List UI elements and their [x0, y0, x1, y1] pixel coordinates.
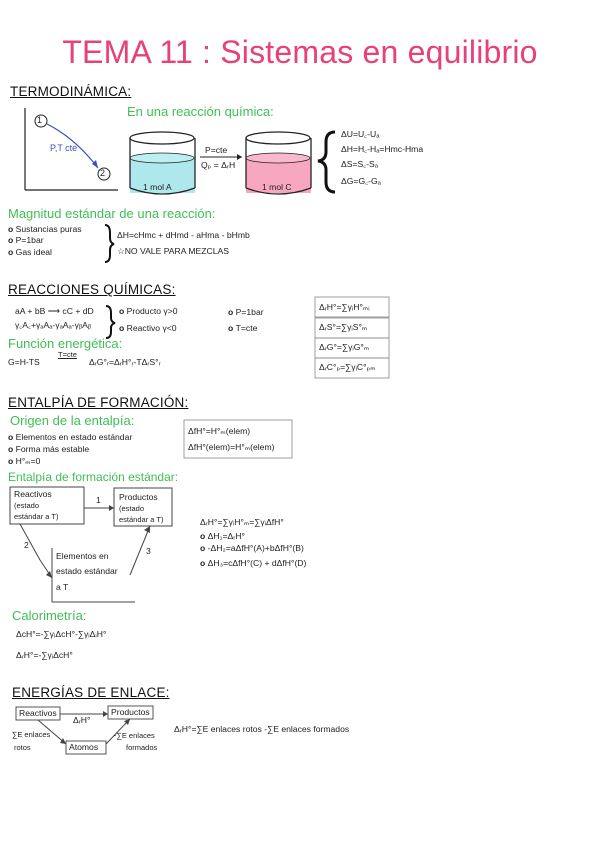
mag-item-3: o Gas ideal	[8, 247, 52, 257]
mag-item-2: o P=1bar	[8, 235, 44, 245]
energetica-result: ΔᵣG°ᵣ=ΔᵣH°ᵣ-TΔᵣS°ᵣ	[89, 357, 161, 367]
section-heading-reacciones: REACCIONES QUÍMICAS:	[8, 282, 176, 297]
cycle-arrow-1: 1	[96, 495, 101, 505]
funcion-energetica-heading: Función energética:	[8, 336, 123, 351]
mag-item-1: o Sustancias puras	[8, 224, 82, 234]
temperatura-condicion: o T=cte	[228, 323, 257, 333]
formation-eq-1: ΔᵣH°=∑γᵢH°ₘ=∑γᵢΔfH°	[200, 517, 284, 527]
origen-box-line-1: ΔfH°=H°ₘ(elem)	[188, 426, 251, 436]
box-entalpia: ΔᵣH°=∑γᵢH°ₘᵢ	[319, 302, 370, 312]
magnitud-heading: Magnitud estándar de una reacción:	[8, 206, 216, 221]
box-capacidad: ΔᵣC°ₚ=∑γᵢC°ₚₘ	[319, 362, 376, 372]
cycle-productos-sub-1: (estado	[119, 504, 145, 513]
cycle-reactivos-sub-2: estándar a T)	[14, 512, 59, 521]
energetica-arrow-label: T=cte	[58, 350, 77, 359]
beaker-a-label: 1 mol A	[143, 182, 172, 192]
energetica-eq: G=H-TS	[8, 357, 40, 367]
cycle-arrow-3: 3	[146, 546, 151, 556]
cycle-elementos-3: a T	[56, 582, 69, 592]
reaction-equation-2: γ꜀A꜀+γₐAₐ-γₐAₐ-γᵦAᵦ	[15, 320, 92, 330]
enlace-productos: Productos	[111, 707, 150, 717]
page-title: TEMA 11 : Sistemas en equilibrio	[62, 34, 538, 70]
graph-point-1: 1	[37, 115, 43, 125]
enlace-left-2: rotos	[14, 743, 31, 752]
origen-item-3: o H°ₘ=0	[8, 456, 40, 467]
section-heading-enlace: ENERGÍAS DE ENLACE:	[12, 685, 170, 700]
eq-delta-s: ΔS=S꜀-Sₐ	[341, 159, 378, 169]
reaction-equation: aA + bB ⟶ cC + dD	[15, 306, 94, 316]
reaccion-quimica-heading: En una reacción química:	[127, 104, 274, 119]
enlace-atomos: Atomos	[69, 742, 99, 752]
section-heading-termodinamica: TERMODINÁMICA:	[10, 84, 132, 99]
mag-note: ☆NO VALE PARA MEZCLAS	[117, 246, 229, 256]
presion-condicion: o P=1bar	[228, 307, 264, 317]
enlace-equation: ΔᵣH°=∑E enlaces rotos -∑E enlaces formados	[174, 724, 350, 734]
arrow-top-label: P=cte	[205, 145, 228, 155]
eq-delta-u: ΔU=U꜀-Uₐ	[341, 129, 380, 139]
formation-eq-4: o ΔH₃=cΔfH°(C) + dΔfH°(D)	[200, 558, 306, 568]
cycle-arrow-2: 2	[24, 540, 29, 550]
box-entropia: ΔᵣS°=∑γᵢS°ₘ	[319, 322, 368, 332]
graph-point-2: 2	[100, 168, 106, 178]
graph-label: P,T cte	[50, 143, 78, 153]
cycle-elementos-1: Elementos en	[56, 551, 109, 561]
origen-item-2: o Forma más estable	[8, 444, 89, 454]
enlace-left-1: ∑E enlaces	[12, 730, 51, 739]
calorimetria-heading: Calorimetría:	[12, 608, 87, 623]
cycle-productos: Productos	[119, 492, 158, 502]
box-gibbs: ΔᵣG°=∑γᵢG°ₘ	[319, 342, 370, 352]
enlace-delta: ΔᵣH°	[73, 715, 91, 725]
origen-heading: Origen de la entalpía:	[10, 413, 135, 428]
cycle-reactivos: Reactivos	[14, 489, 52, 499]
reactivo-sign: o Reactivo γ<0	[119, 323, 177, 333]
entalpia-estandar-heading: Entalpía de formación estándar:	[8, 470, 179, 484]
eq-delta-g: ΔG=G꜀-Gₐ	[341, 176, 381, 186]
cycle-elementos-2: estado estándar	[56, 566, 118, 576]
cycle-reactivos-sub-1: (estado	[14, 501, 40, 510]
formation-eq-2: o ΔH₁=ΔᵣH°	[200, 531, 245, 541]
calorimetria-eq-2: ΔᵣH°=-∑γᵢΔcH°	[16, 650, 73, 660]
producto-sign: o Producto γ>0	[119, 306, 178, 316]
enlace-right-2: formados	[126, 743, 158, 752]
enlace-reactivos: Reactivos	[19, 708, 57, 718]
arrow-bottom-label: Qₚ = ΔᵣH	[201, 160, 236, 170]
cycle-productos-sub-2: estándar a T)	[119, 515, 164, 524]
origen-item-1: o Elementos en estado estándar	[8, 432, 132, 442]
eq-delta-h: ΔH=H꜀-Hₐ=Hmc-Hma	[341, 144, 424, 154]
beaker-c-label: 1 mol C	[262, 182, 292, 192]
formation-eq-3: o -ΔH₂=aΔfH°(A)+bΔfH°(B)	[200, 543, 304, 553]
section-heading-entalpia: ENTALPÍA DE FORMACIÓN:	[8, 395, 189, 410]
origen-box-line-2: ΔfH°(elem)=H°ₘ(elem)	[188, 442, 275, 452]
mag-equation: ΔH=cHmc + dHmd - aHma - bHmb	[117, 230, 250, 240]
calorimetria-eq-1: ΔcH°=-∑γᵢΔcH°-∑γᵢΔᵢH°	[16, 629, 107, 639]
enlace-right-1: -∑E enlaces	[114, 731, 155, 740]
